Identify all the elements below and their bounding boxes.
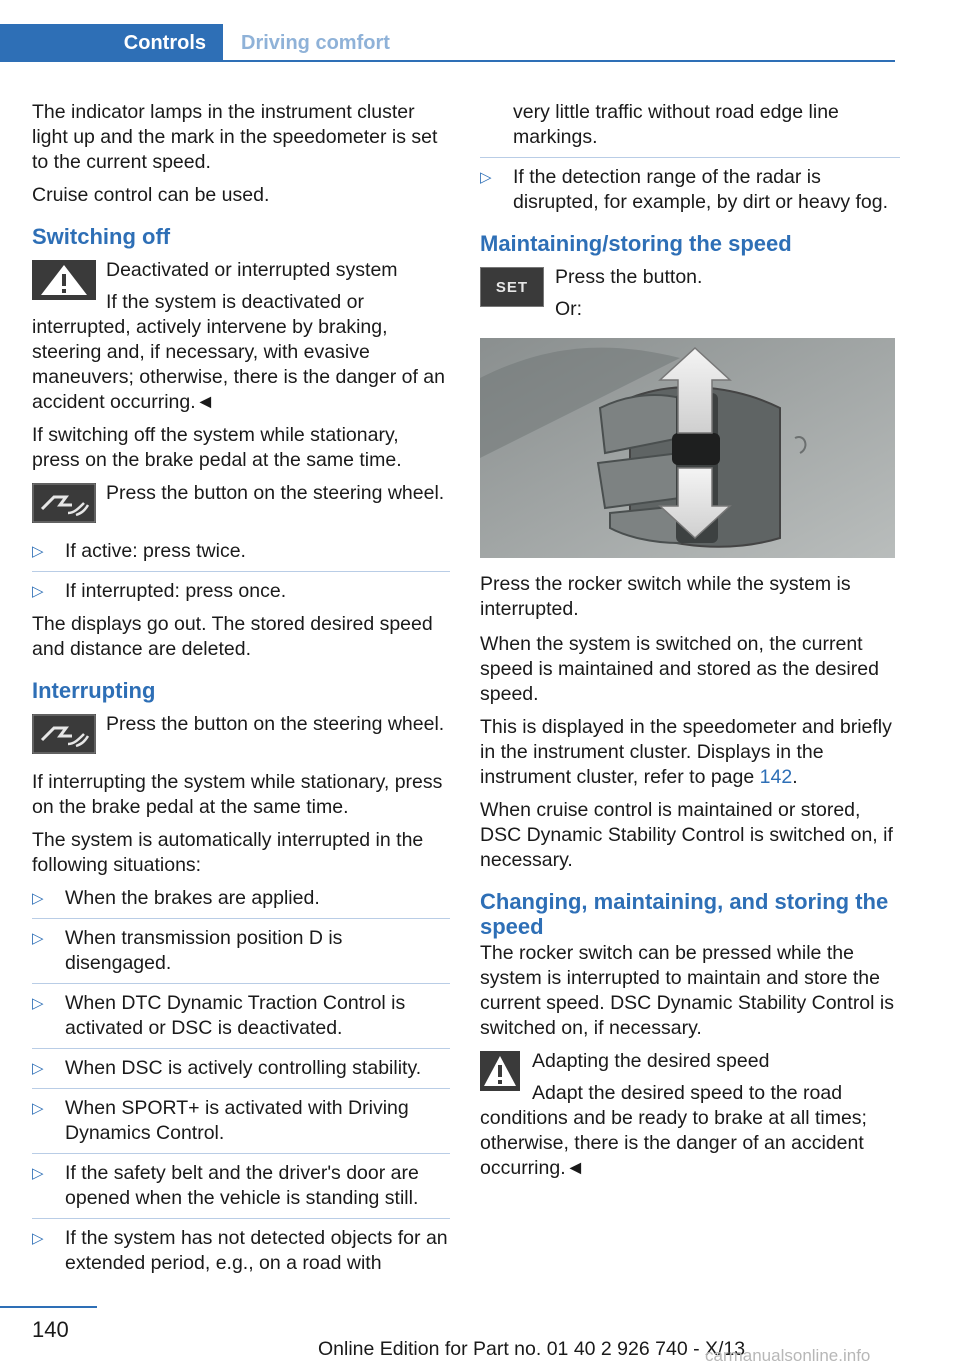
warning-triangle-icon [32,260,96,300]
list-item: ▷ If the safety belt and the driver's door are opened when the vehicle is standing still. [32,1161,450,1219]
right-column [480,100,900,1181]
triangle-bullet-icon: ▷ [32,890,44,907]
press-button-text: Press the button. [555,266,703,288]
displayed-paragraph: This is displayed in the speedometer and briefly in the instrument cluster. Displays in the instrument cluster, refer to page 142. [480,716,892,788]
list-item: ▷ When transmission position D is disengaged. [32,926,450,984]
intro-paragraph-1: The indicator lamps in the instrument cluster light up and the mark in the speedometer is set to the current speed. [32,101,438,173]
triangle-bullet-icon: ▷ [32,1060,44,1077]
warning-block-switching-off [32,258,450,415]
stationary-paragraph: If switching off the system while stationary, press on the brake pedal at the same time. [32,424,402,471]
triangle-bullet-icon: ▷ [32,583,44,600]
changing-paragraph: The rocker switch can be pressed while the system is interrupted to maintain and store the current speed. DSC Dynamic Stability Control is switched on, if necessary. [480,942,894,1039]
triangle-bullet-icon: ▷ [32,1165,44,1182]
triangle-bullet-icon: ▷ [32,1100,44,1117]
heading-changing: Changing, maintaining, and storing the speed [480,889,889,939]
list-item: ▷ When DSC is actively controlling stability. [32,1056,450,1089]
warning-text: If the system is deactivated or interrupted, actively intervene by braking, steering and, if necessary, with evasive maneuvers; otherwise, there is the danger of an accident occurring.◄ [32,291,445,413]
warning-triangle-icon [480,1051,520,1091]
left-column [32,100,450,1291]
auto-interrupt-paragraph: The system is automatically interrupted in the following situations: [32,829,424,876]
warning-block-adapting [480,1049,900,1181]
triangle-bullet-icon: ▷ [32,995,44,1012]
footer-rule [0,1306,97,1308]
interrupt-stationary-paragraph: If interrupting the system while stationary, press on the brake pedal at the same time. [32,771,443,818]
list-item-continued: very little traffic without road edge line markings. [480,100,900,158]
interrupt-bullets [32,886,450,1283]
list-item: ▷ When DTC Dynamic Traction Control is activated or DSC is deactivated. [32,991,450,1049]
triangle-bullet-icon: ▷ [32,543,44,560]
set-button-instruction [480,265,900,322]
list-item: ▷ When SPORT+ is activated with Driving Dynamics Control. [32,1096,450,1154]
list-item: ▷ If active: press twice. [32,539,450,572]
switched-on-paragraph: When the system is switched on, the current speed is maintained and stored as the desired speed. [480,633,879,705]
page-reference-link[interactable]: 142 [759,766,793,788]
heading-maintaining: Maintaining/storing the speed [480,231,792,256]
triangle-bullet-icon: ▷ [32,930,44,947]
rocker-paragraph: Press the rocker switch while the system is interrupted. [480,573,851,620]
steering-wheel-rocker-switch-image [480,338,895,558]
page-number: 140 [32,1317,69,1342]
triangle-bullet-icon: ▷ [480,169,492,186]
warning-title: Adapting the desired speed [532,1050,770,1072]
warning-title: Deactivated or interrupted system [106,259,398,281]
heading-switching-off: Switching off [32,224,171,249]
button-instruction-switching-off [32,481,450,527]
header-tab-controls: Controls [0,24,223,62]
list-item: ▷ When the brakes are applied. [32,886,450,919]
set-button-icon: SET [480,267,544,307]
header-tab-driving-comfort: Driving comfort [241,32,390,54]
intro-paragraph-2: Cruise control can be used. [32,184,270,206]
heading-interrupting: Interrupting [32,678,156,703]
cruise-control-button-icon [32,714,96,754]
button-instruction-text: Press the button on the steering wheel. [106,713,445,735]
watermark: carmanualsonline.info [705,1346,871,1365]
page-header [0,24,895,62]
button-instruction-interrupting [32,712,450,758]
list-item: ▷ If interrupted: press once. [32,580,287,602]
edition-text: Online Edition for Part no. 01 40 2 926 740 - X/13 [318,1338,746,1360]
displays-paragraph: The displays go out. The stored desired speed and distance are deleted. [32,613,433,660]
cruise-control-button-icon [32,483,96,523]
continued-bullets [480,100,900,215]
or-text: Or: [555,298,583,320]
triangle-bullet-icon: ▷ [32,1230,44,1247]
list-item: ▷ If the detection range of the radar is disrupted, for example, by dirt or heavy fog. [480,166,889,213]
button-instruction-text: Press the button on the steering wheel. [106,482,445,504]
dsc-paragraph: When cruise control is maintained or stored, DSC Dynamic Stability Control is switched on, if necessary. [480,799,893,871]
warning-text: Adapt the desired speed to the road conditions and be ready to brake at all times; otherwise, there is the danger of an accident occurring.◄ [480,1082,867,1179]
list-item: ▷ If the system has not detected objects for an extended period, e.g., on a road with [32,1227,448,1274]
switching-off-bullets [32,539,450,604]
header-rule [0,60,895,62]
